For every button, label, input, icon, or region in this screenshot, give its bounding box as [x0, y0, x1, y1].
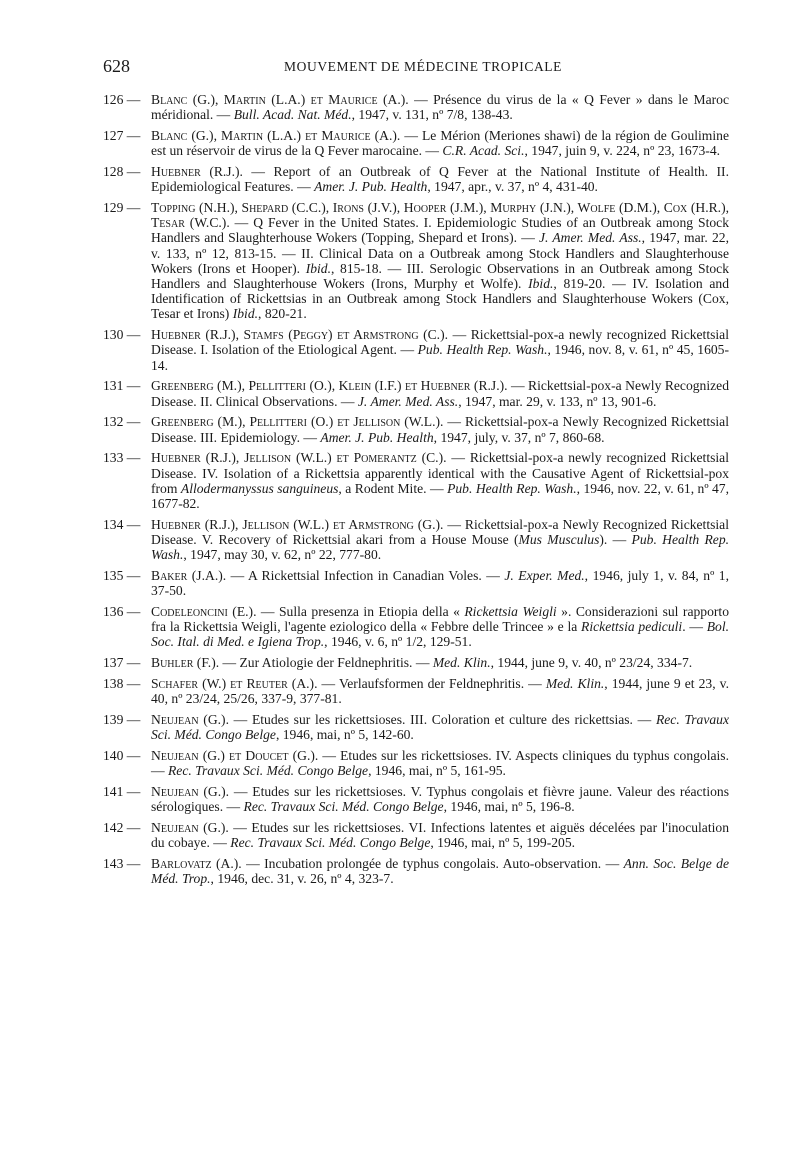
entry-segment: , 1947, may 30, v. 62, nº 22, 777-80.	[183, 547, 382, 563]
entry-segment: , 1944, june 9, v. 40, nº 23/24, 334-7.	[490, 655, 693, 671]
bibliography-entry	[103, 327, 729, 373]
entry-segment: . — Etudes sur les rickettsioses. VI. Infections latentes et aiguës décelées par l'inoculation du cobaye. —	[151, 820, 729, 851]
entry-segment: . — Etudes sur les rickettsioses. V. Typhus congolais et fièvre jaune. Valeur des réactions sérologiques. —	[151, 784, 729, 815]
entry-number: 139 —	[103, 712, 141, 728]
entry-text	[151, 856, 729, 886]
entry-number: 142 —	[103, 820, 141, 836]
bibliography-entry	[103, 200, 729, 322]
bibliography-entry	[103, 820, 729, 850]
entry-number: 133 —	[103, 450, 141, 466]
entry-segment: . — Q Fever in the United States. I. Epidemiologic Studies of an Outbreak among Stock Handlers and Slaughterhouse Wokers (Topping, Shepard et Irons). —	[151, 215, 729, 246]
entry-text	[151, 200, 729, 322]
bibliography-entry	[103, 568, 729, 598]
entry-text	[151, 748, 729, 778]
bibliography-entry	[103, 164, 729, 194]
bibliography-entry	[103, 128, 729, 158]
running-title: MOUVEMENT DE MÉDECINE TROPICALE	[284, 59, 562, 74]
entry-segment: , 1947, mar. 22, v. 133, nº 12, 813-15. — II. Clinical Data on a Outbreak among Stock Handlers and Slaughterhouse Wokers (Irons et Hooper).	[151, 230, 729, 276]
bibliography-entry	[103, 676, 729, 706]
entry-authors: Topping (N.H.), Shepard (C.C.), Irons (J.V.), Hooper (J.M.), Murphy (J.N.), Wolfe (D.M.), Cox (H.R.), Tesar (W.C.)	[151, 200, 729, 231]
journal-title: J. Amer. Med. Ass.	[357, 393, 459, 409]
entry-authors: Barlovatz (A.)	[151, 856, 239, 872]
bibliography-entry	[103, 450, 729, 511]
entry-number: 126 —	[103, 92, 141, 107]
entry-segment: , 1946, v. 6, nº 1/2, 129-51.	[324, 634, 472, 650]
journal-title: Rec. Travaux Sci. Méd. Congo Belge	[168, 763, 369, 779]
entry-segment: . — Le Mérion (Meriones shawi) de la région de Goulimine est un réservoir de virus de la Q Fever marocaine. —	[151, 128, 729, 159]
entry-authors: Greenberg (M.), Pellitteri (O.), Klein (I.F.) et Huebner (R.J.)	[151, 378, 505, 394]
entry-segment: . — Incubation prolongée de typhus congolais. Auto-observation. —	[238, 856, 624, 872]
entry-authors: Blanc (G.), Martin (L.A.) et Maurice (A.)	[151, 92, 406, 107]
journal-title: J. Amer. Med. Ass.	[539, 230, 642, 246]
bibliography-entry	[103, 712, 729, 742]
entry-segment: , 1946, mai, nº 5, 161-95.	[368, 763, 506, 779]
bibliography-entry	[103, 748, 729, 778]
journal-title: Amer. J. Pub. Health	[320, 429, 434, 445]
journal-title: Rickettsia Weigli	[464, 604, 557, 620]
journal-title: Pub. Health Rep. Wash.	[417, 342, 548, 358]
entry-segment: . — Verlaufsformen der Feldnephritis. —	[314, 676, 546, 692]
entry-segment: , 820-21.	[258, 306, 307, 322]
entry-segment: . — Rickettsial-pox-a newly recognized Rickettsial Disease. IV. Isolation of a Rickettsia apparently identical with the Causative Agent of Rickettsial-pox from	[151, 450, 729, 496]
journal-title: Allodermanyssus sanguineus	[180, 480, 339, 496]
entry-number: 140 —	[103, 748, 141, 764]
entry-segment: . — Rickettsial-pox-a newly recognized Rickettsial Disease. I. Isolation of the Etiological Agent. —	[151, 327, 729, 358]
entry-segment: . — Report of an Outbreak of Q Fever at the National Institute of Health. II. Epidemiological Features. —	[151, 164, 729, 195]
journal-title: Rickettsia pediculi	[581, 619, 683, 635]
entry-authors: Codeleoncini (E.)	[151, 604, 254, 620]
entry-text	[151, 820, 729, 850]
entry-number: 128 —	[103, 164, 141, 179]
entry-authors: Neujean (G.)	[151, 820, 226, 836]
page-number: 628	[103, 56, 130, 76]
journal-title: Rec. Travaux Sci. Méd. Congo Belge	[151, 712, 730, 743]
entry-authors: Neujean (G.) et Doucet (G.)	[151, 748, 315, 764]
bibliography-entry	[103, 92, 729, 122]
entry-text	[151, 568, 729, 598]
entry-segment: , 1946, mai, nº 5, 142-60.	[275, 727, 414, 743]
entry-text	[151, 327, 729, 373]
bibliography-list	[103, 92, 729, 892]
entry-number: 127 —	[103, 128, 141, 143]
entry-segment: , 1946, mai, nº 5, 199-205.	[430, 835, 576, 851]
journal-title: Bull. Acad. Nat. Méd.	[233, 107, 352, 123]
entry-text	[151, 784, 729, 814]
entry-segment: . — Etudes sur les rickettsioses. III. Coloration et culture des rickettsias. —	[225, 712, 656, 728]
entry-segment: , 1947, v. 131, nº 7/8, 138-43.	[351, 107, 513, 123]
bibliography-entry	[103, 655, 729, 670]
entry-segment: . — Rickettsial-pox-a Newly Recognized Rickettsial Disease. V. Recovery of Rickettsial akari from a House Mouse (	[151, 516, 729, 548]
journal-title: Ann. Soc. Belge de Méd. Trop.	[151, 856, 729, 887]
entry-segment: . — Rickettsial-pox-a Newly Recognized Disease. II. Clinical Observations. —	[151, 378, 729, 409]
entry-authors: Huebner (R.J.), Jellison (W.L.) et Pomerantz (C.)	[151, 450, 444, 466]
page-header	[103, 56, 743, 78]
entry-segment: , 1947, juin 9, v. 224, nº 23, 1673-4.	[524, 143, 721, 159]
entry-segment: , a Rodent Mite. —	[338, 480, 448, 496]
entry-number: 135 —	[103, 568, 141, 584]
journal-title: Pub. Health Rep. Wash.	[151, 532, 730, 563]
entry-text	[151, 164, 729, 194]
entry-segment: . — Zur Atiologie der Feldnephritis. —	[215, 655, 433, 671]
entry-authors: Huebner (R.J.), Jellison (W.L.) et Armstrong (G.)	[151, 516, 441, 532]
journal-title: Mus Musculus	[518, 532, 600, 548]
bibliography-entry	[103, 784, 729, 814]
entry-segment: . —	[682, 619, 707, 635]
entry-text	[151, 676, 729, 706]
entry-authors: Baker (J.A.)	[151, 568, 223, 584]
bibliography-entry	[103, 856, 729, 886]
bibliography-entry	[103, 517, 729, 563]
entry-segment: . — Sulla presenza in Etiopia della «	[253, 604, 465, 620]
entry-segment: , 819-20. — IV. Isolation and Identification of Rickettsias in an Outbreak among Stock Handlers and Slaughterhouse Wokers (Cox, Tesar et Irons)	[151, 276, 729, 322]
entry-text	[151, 92, 729, 122]
entry-number: 136 —	[103, 604, 141, 620]
entry-text	[151, 450, 729, 511]
entry-segment: , 1947, mar. 29, v. 133, nº 13, 901-6.	[458, 393, 657, 409]
entry-text	[151, 414, 729, 444]
entry-number: 141 —	[103, 784, 141, 800]
bibliography-entry	[103, 414, 729, 444]
entry-text	[151, 655, 729, 670]
entry-segment: , 1946, nov. 22, v. 61, nº 47, 1677-82.	[151, 480, 730, 512]
journal-title: Med. Klin.	[432, 655, 491, 671]
entry-segment: . — Présence du virus de la « Q Fever » dans le Maroc méridional. —	[151, 92, 729, 123]
entry-segment: , 1946, nov. 8, v. 61, nº 45, 1605-14.	[151, 342, 729, 373]
entry-segment: , 1947, apr., v. 37, nº 4, 431-40.	[427, 179, 598, 195]
journal-title: Rec. Travaux Sci. Méd. Congo Belge	[230, 835, 431, 851]
entry-text	[151, 517, 729, 563]
entry-number: 130 —	[103, 327, 141, 343]
entry-text	[151, 378, 729, 408]
entry-authors: Greenberg (M.), Pellitteri (O.) et Jellison (W.L.)	[151, 414, 441, 430]
entry-authors: Neujean (G.)	[151, 784, 226, 800]
journal-title: Pub. Health Rep. Wash.	[447, 480, 577, 496]
entry-authors: Huebner (R.J.)	[151, 164, 240, 179]
entry-segment: , 1946, dec. 31, v. 26, nº 4, 323-7.	[210, 871, 394, 887]
entry-authors: Buhler (F.)	[151, 655, 216, 671]
entry-segment: . — Rickettsial-pox-a Newly Recognized Rickettsial Disease. III. Epidemiology. —	[151, 414, 729, 445]
entry-segment: . — A Rickettsial Infection in Canadian Voles. —	[222, 568, 505, 584]
bibliography-entry	[103, 604, 729, 650]
journal-title: J. Exper. Med.	[504, 568, 585, 584]
entry-text	[151, 604, 729, 650]
entry-authors: Blanc (G.), Martin (L.A.) et Maurice (A.)	[151, 128, 397, 143]
entry-number: 134 —	[103, 516, 141, 532]
entry-number: 138 —	[103, 676, 141, 692]
entry-segment: . — Etudes sur les rickettsioses. IV. Aspects cliniques du typhus congolais. —	[151, 748, 729, 779]
entry-segment: , 815-18. — III. Serologic Observations in an Outbreak among Stock Handlers and Slaughterhouse Wokers (Irons, Murphy et Wolfe).	[151, 260, 730, 292]
entry-authors: Neujean (G.)	[151, 712, 226, 728]
entry-authors: Schafer (W.) et Reuter (A.)	[151, 676, 315, 692]
entry-authors: Huebner (R.J.), Stamfs (Peggy) et Armstrong (C.)	[151, 327, 445, 343]
entry-segment: , 1946, july 1, v. 84, nº 1, 37-50.	[151, 568, 729, 599]
entry-segment: ». Considerazioni sul rapporto fra la Rickettsia Weigli, l'agente eziologico della « Febbre delle Trincee » e la	[151, 604, 729, 635]
entry-number: 143 —	[103, 856, 141, 872]
entry-text	[151, 128, 729, 158]
entry-segment: , 1944, june 9 et 23, v. 40, nº 23/24, 25/26, 337-9, 377-81.	[151, 676, 729, 707]
journal-title: Ibid.	[305, 260, 331, 276]
entry-segment: , 1947, july, v. 37, nº 7, 860-68.	[433, 429, 605, 445]
entry-segment: ). —	[599, 532, 632, 548]
entry-number: 137 —	[103, 655, 141, 671]
journal-title: C.R. Acad. Sci.	[442, 143, 525, 159]
journal-title: Med. Klin.	[545, 676, 605, 692]
journal-title: Rec. Travaux Sci. Méd. Congo Belge	[243, 799, 444, 815]
journal-title: Ibid.	[528, 276, 554, 292]
bibliography-entry	[103, 378, 729, 408]
journal-title: Amer. J. Pub. Health	[314, 179, 428, 195]
entry-text	[151, 712, 729, 742]
entry-number: 132 —	[103, 414, 141, 430]
entry-number: 131 —	[103, 378, 141, 394]
entry-number: 129 —	[103, 200, 141, 215]
journal-title: Bol. Soc. Ital. di Med. e Igiena Trop.	[151, 619, 729, 650]
journal-title: Ibid.	[232, 306, 259, 322]
entry-segment: , 1946, mai, nº 5, 196-8.	[443, 799, 575, 815]
